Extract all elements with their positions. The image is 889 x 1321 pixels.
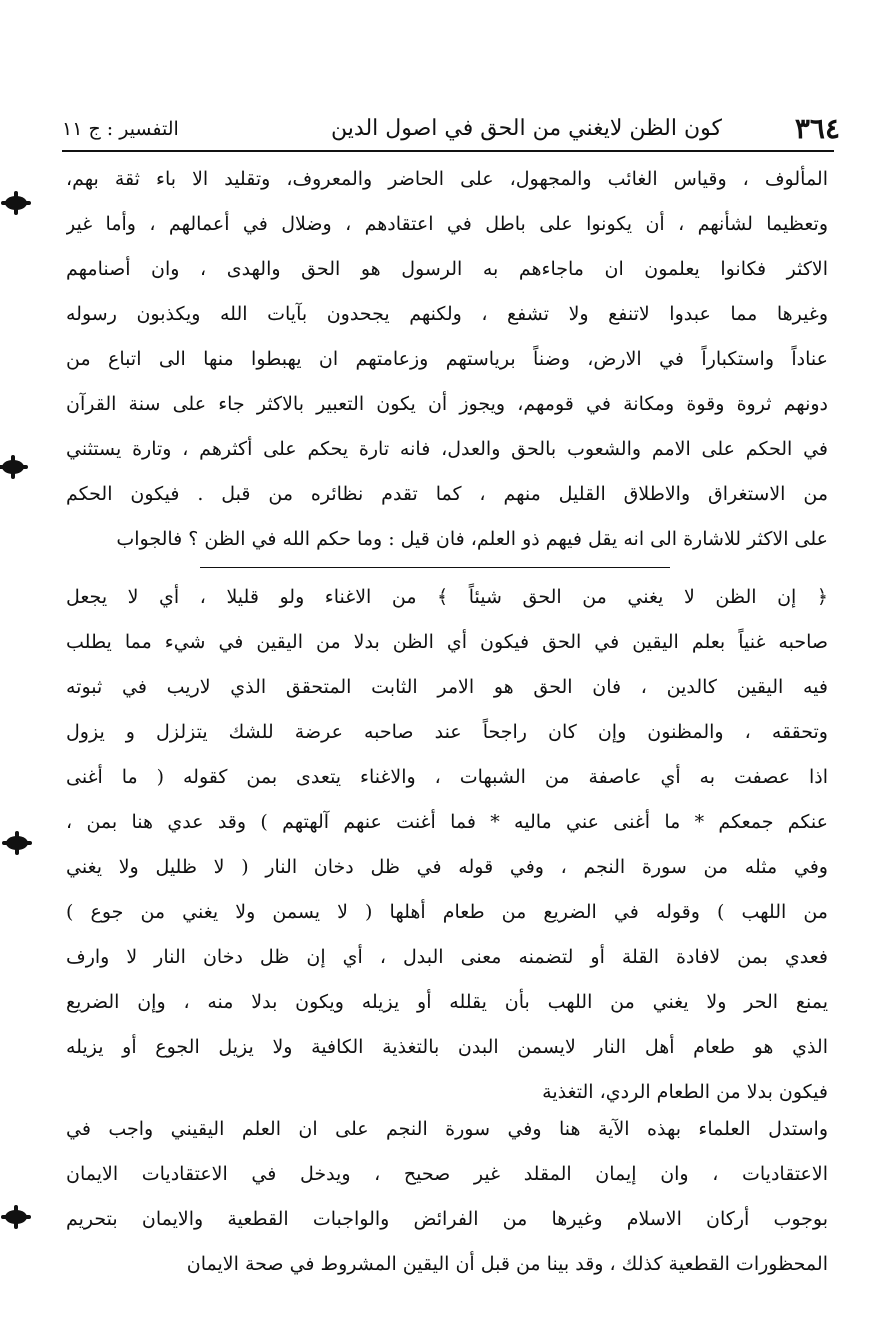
section-divider xyxy=(200,567,670,568)
text-line: الاعتقاديات ، وان إيمان المقلد غير صحيح ، ويدخل في الاعتقاديات الايمان xyxy=(66,1163,828,1185)
text-line: فيه اليقين كالدين ، فان الحق هو الامر الثابت المتحقق الذي لاريب في ثبوته xyxy=(66,676,828,698)
text-line: وفي مثله من سورة النجم ، وفي قوله في ظل دخان النار ( لا ظليل ولا يغني xyxy=(66,856,828,878)
text-line: صاحبه غنياً بعلم اليقين في الحق فيكون أي الظن بدلا من اليقين في شيء مما يطلب xyxy=(66,631,828,653)
header-rule xyxy=(62,150,834,152)
text-line: الاكثر فكانوا يعلمون ان ماجاءهم به الرسول هو الحق والهدى ، وان أصنامهم xyxy=(66,258,828,280)
text-line: بوجوب أركان الاسلام وغيرها من الفرائض والواجبات القطعية والايمان بتحريم xyxy=(66,1208,828,1230)
text-line: وتعظيما لشأنهم ، أن يكونوا على باطل في اعتقادهم ، وضلال في أعمالهم ، وأما غير xyxy=(66,213,828,235)
text-line: الذي هو طعام أهل النار لايسمن البدن بالتغذية الكافية ولا يزيل الجوع أو يزيله xyxy=(66,1036,828,1058)
text-line: وغيرها مما عبدوا لاتنفع ولا تشفع ، ولكنهم يجحدون بآيات الله ويكذبون رسوله xyxy=(66,303,828,325)
paragraph-1 xyxy=(66,157,828,562)
text-line: من الاستغراق والاطلاق القليل منهم ، كما تقدم نظائره من قبل . فيكون الحكم xyxy=(66,483,828,505)
text-line: المحظورات القطعية كذلك ، وقد بينا من قبل أن اليقين المشروط في صحة الايمان xyxy=(186,1253,828,1275)
text-line: فعدي بمن لافادة القلة أو لتضمنه معنى البدل ، أي إن ظل دخان النار لا وارف xyxy=(66,946,828,968)
text-line: يمنع الحر ولا يغني من اللهب بأن يقلله أو يزيله ويكون بدلا منه ، وإن الضريع xyxy=(66,991,828,1013)
text-line: وتحققه ، والمظنون وإن كان راجحاً عند صاحبه عرضة للشك يتزلزل و يزول xyxy=(66,721,828,743)
page-number: ٣٦٤ xyxy=(794,112,840,145)
binding-hole-mark xyxy=(5,1210,27,1224)
text-line: فيكون بدلا من الطعام الردي، التغذية xyxy=(542,1081,828,1103)
text-line: اذا عصفت به أي عاصفة من الشبهات ، والاغناء يتعدى بمن كقوله ( ما أغنى xyxy=(66,766,828,788)
text-line: في الحكم على الامم والشعوب بالحق والعدل، فانه تارة يحكم على أكثرهم ، وتارة يستثني xyxy=(66,438,828,460)
binding-hole-mark xyxy=(6,836,28,850)
running-title: كون الظن لايغني من الحق في اصول الدين xyxy=(331,116,722,141)
text-line: واستدل العلماء بهذه الآية هنا وفي سورة النجم على ان العلم اليقيني واجب في xyxy=(66,1118,828,1140)
paragraph-3 xyxy=(66,1107,828,1287)
binding-hole-mark xyxy=(2,460,24,474)
text-line: عناداً واستكباراً في الارض، وضناً برياستهم وزعامتهم ان يهبطوا منها الى اتباع من xyxy=(66,348,828,370)
text-line: على الاكثر للاشارة الى انه يقل فيهم ذو العلم، فان قيل : وما حكم الله في الظن ؟ فالجواب xyxy=(116,528,828,550)
page-header xyxy=(62,112,840,148)
text-line: المألوف ، وقياس الغائب والمجهول، على الحاضر والمعروف، وتقليد الا باء ثقة بهم، xyxy=(66,168,828,190)
text-line: عنكم جمعكم * ما أغنى عني ماليه * فما أغنت عنهم آلهتهم ) وقد عدي هنا بمن ، xyxy=(66,811,828,833)
text-line: دونهم ثروة وقوة ومكانة في قومهم، ويجوز أن يكون التعبير بالاكثر جاء على سنة القرآن xyxy=(66,393,828,415)
text-line: من اللهب ) وقوله في الضريع من طعام أهلها ( لا يسمن ولا يغني من جوع ) xyxy=(66,901,828,923)
text-line: ﴿ إن الظن لا يغني من الحق شيئاً ﴾ من الاغناء ولو قليلا ، أي لا يجعل xyxy=(66,586,828,608)
binding-hole-mark xyxy=(5,196,27,210)
paragraph-2 xyxy=(66,575,828,1115)
book-volume: التفسير : ج ١١ xyxy=(62,118,179,140)
